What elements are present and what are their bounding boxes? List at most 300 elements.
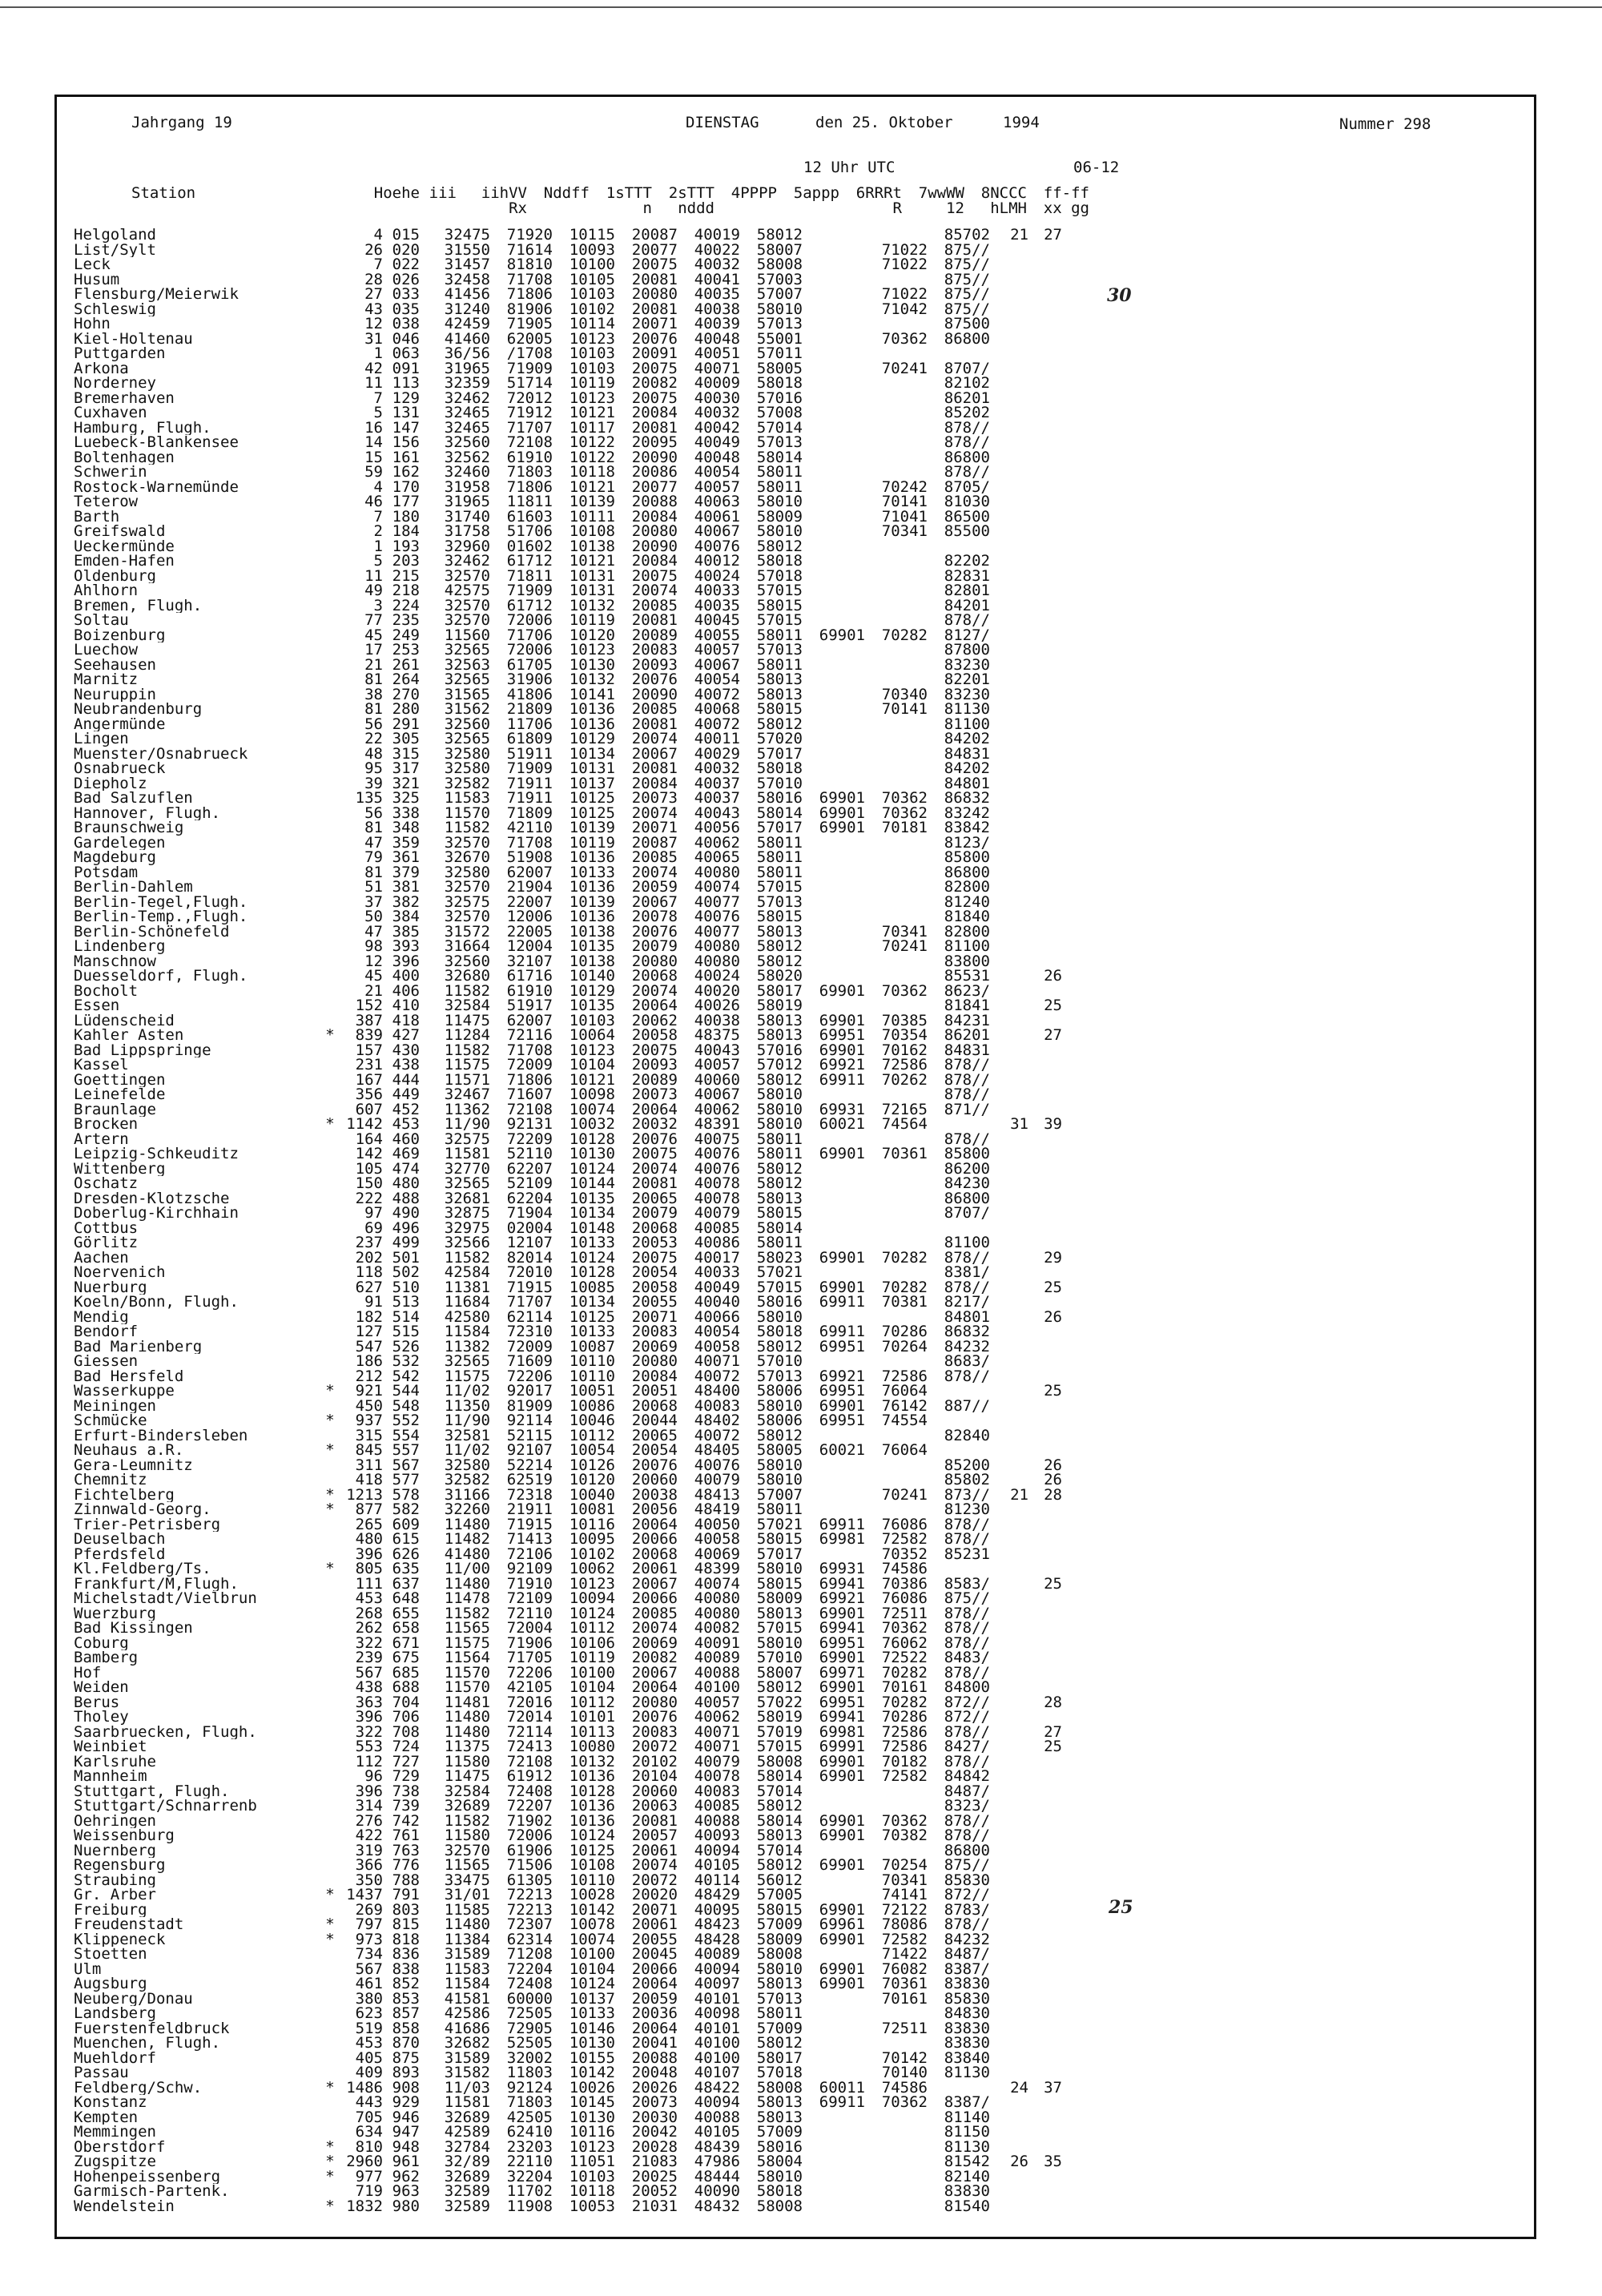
group-nddff: 72006 [506, 613, 553, 628]
group-8nccc: 85500 [944, 524, 990, 539]
wind-gg [1028, 391, 1062, 406]
station-name: Schwerin [74, 465, 147, 480]
group-8nccc: 878// [944, 1517, 990, 1532]
group-7wwww [865, 2154, 928, 2169]
group-nddff: 51714 [506, 376, 553, 391]
group-5appp: 58018 [756, 2184, 803, 2199]
high-altitude-marker [316, 257, 344, 272]
group-6rrrt [803, 554, 865, 569]
group-8nccc: 85800 [944, 850, 990, 865]
group-5appp: 58006 [756, 1384, 803, 1399]
wind-gg [1028, 243, 1062, 258]
group-6rrrt: 69951 [819, 1635, 865, 1650]
wind-xx [990, 2184, 1028, 2199]
group-8nccc: 8323/ [944, 1799, 990, 1814]
group-2sttt: 20081 [631, 761, 678, 776]
station-id: 129 [392, 390, 420, 405]
station-name: Neuhaus a.R. [74, 1443, 184, 1458]
group-2sttt: 20044 [631, 1413, 678, 1428]
wind-gg: 25 [1044, 1279, 1062, 1295]
group-7wwww [865, 376, 928, 391]
group-nddff: /1708 [506, 346, 553, 361]
group-nddff: 72014 [506, 1710, 553, 1725]
table-row [74, 1028, 1062, 1043]
wind-xx [990, 1235, 1028, 1251]
wind-xx [990, 524, 1028, 539]
station-name: Gr. Arber [74, 1887, 156, 1903]
group-7wwww: 70354 [881, 1028, 928, 1043]
height: 567 [355, 1665, 383, 1680]
group-6rrrt: 69901 [819, 1042, 865, 1057]
group-7wwww: 70361 [881, 1146, 928, 1162]
table-row [74, 1621, 1062, 1636]
table-row [74, 1547, 1062, 1562]
group-1sttt: 10136 [569, 880, 615, 895]
group-8nccc [928, 346, 990, 361]
group-8nccc: 8707/ [944, 1206, 990, 1221]
wind-xx [990, 850, 1028, 865]
table-row [74, 1962, 1062, 1977]
group-2sttt: 20080 [631, 1354, 678, 1369]
group-5appp: 55001 [756, 331, 803, 346]
group-4pppp: 40089 [694, 1650, 740, 1666]
group-4pppp: 48400 [694, 1384, 740, 1399]
wind-gg: 29 [1044, 1250, 1062, 1265]
height: 519 [355, 2020, 383, 2036]
group-4pppp: 40074 [694, 880, 740, 895]
station-name: Aachen [74, 1250, 129, 1265]
wind-xx [990, 1384, 1028, 1399]
group-1sttt: 10121 [569, 1072, 615, 1087]
group-1sttt: 10135 [569, 1190, 615, 1206]
high-altitude-marker: * [325, 2080, 335, 2095]
group-nddff: 72207 [506, 1799, 553, 1814]
table-row [74, 658, 1062, 673]
group-8nccc: 86800 [944, 1190, 990, 1206]
high-altitude-marker [316, 465, 344, 480]
group-7wwww [865, 2006, 928, 2021]
high-altitude-marker [316, 1903, 344, 1918]
group-7wwww: 70141 [881, 702, 928, 717]
group-4pppp: 40035 [694, 598, 740, 613]
group-iihvv: 11570 [444, 1680, 490, 1695]
height: 418 [355, 1472, 383, 1488]
wind-gg [1028, 2199, 1062, 2214]
wind-gg [1028, 2095, 1062, 2110]
group-7wwww [865, 731, 928, 747]
group-nddff: 52110 [506, 1146, 553, 1162]
table-row [74, 2125, 1062, 2140]
group-iihvv: 11/00 [444, 1561, 490, 1577]
group-iihvv: 32462 [444, 554, 490, 569]
group-5appp: 57010 [756, 1354, 803, 1369]
group-4pppp: 40032 [694, 257, 740, 272]
group-4pppp: 40071 [694, 1724, 740, 1739]
wind-xx [990, 510, 1028, 525]
group-iihvv: 41460 [444, 331, 490, 346]
height: 269 [355, 1902, 383, 1917]
wind-xx [990, 2140, 1028, 2155]
group-1sttt: 10116 [569, 1517, 615, 1532]
station-table [74, 228, 1062, 2213]
group-4pppp: 40011 [694, 731, 740, 747]
group-iihvv: 11565 [444, 1621, 490, 1636]
group-iihvv: 32584 [444, 998, 490, 1013]
station-name: Arkona [74, 361, 129, 376]
group-7wwww: 70362 [881, 791, 928, 806]
group-1sttt: 10104 [569, 1057, 615, 1073]
group-2sttt: 20028 [631, 2139, 678, 2154]
station-id: 929 [392, 2095, 420, 2110]
wind-xx [990, 1992, 1028, 2007]
group-6rrrt: 69951 [819, 1694, 865, 1710]
group-4pppp: 40067 [694, 657, 740, 672]
group-nddff: 60000 [506, 1991, 553, 2006]
height: 797 [355, 1917, 383, 1932]
group-5appp: 57020 [756, 731, 803, 747]
group-1sttt: 10104 [569, 1680, 615, 1695]
group-iihvv: 32589 [444, 2198, 490, 2213]
high-altitude-marker [316, 776, 344, 792]
group-iihvv: 32465 [444, 405, 490, 421]
group-6rrrt [803, 1458, 865, 1473]
group-5appp: 58015 [756, 1206, 803, 1221]
wind-xx [990, 628, 1028, 643]
group-4pppp: 40100 [694, 2050, 740, 2065]
station-name: Berlin-Schönefeld [74, 924, 230, 939]
group-2sttt: 20059 [631, 880, 678, 895]
wind-gg [1028, 2036, 1062, 2051]
group-nddff: 11811 [506, 494, 553, 510]
group-iihvv: 32770 [444, 1161, 490, 1176]
height: 839 [355, 1028, 383, 1043]
group-iihvv: 11381 [444, 1279, 490, 1295]
group-nddff: 62114 [506, 1309, 553, 1324]
station-name: List/Sylt [74, 242, 156, 257]
station-id: 427 [392, 1028, 420, 1043]
station-name: Luechow [74, 642, 139, 658]
wind-xx [990, 405, 1028, 421]
group-1sttt: 10113 [569, 1724, 615, 1739]
group-5appp: 58019 [756, 1710, 803, 1725]
group-1sttt: 10100 [569, 1947, 615, 1962]
table-row [74, 1206, 1062, 1221]
table-row [74, 1399, 1062, 1414]
wind-gg [1028, 554, 1062, 569]
group-2sttt: 20075 [631, 568, 678, 583]
station-id: 739 [392, 1799, 420, 1814]
group-6rrrt [803, 287, 865, 302]
wind-gg [1028, 2051, 1062, 2066]
group-6rrrt: 69921 [819, 1368, 865, 1384]
group-2sttt: 20093 [631, 1057, 678, 1073]
wind-xx [990, 346, 1028, 361]
wind-xx [990, 1354, 1028, 1369]
group-2sttt: 20066 [631, 1961, 678, 1976]
group-1sttt: 10125 [569, 1843, 615, 1858]
group-nddff: 71705 [506, 1650, 553, 1666]
wind-xx [990, 1903, 1028, 1918]
station-name: Bad Hersfeld [74, 1368, 184, 1384]
height: 322 [355, 1724, 383, 1739]
group-iihvv: 41686 [444, 2020, 490, 2036]
group-6rrrt: 60021 [819, 1117, 865, 1132]
group-1sttt: 10133 [569, 864, 615, 880]
group-iihvv: 41480 [444, 1546, 490, 1561]
group-iihvv: 31240 [444, 301, 490, 316]
group-8nccc: 82800 [944, 880, 990, 895]
group-6rrrt [803, 939, 865, 954]
wind-gg [1028, 1828, 1062, 1843]
station-id: 803 [392, 1902, 420, 1917]
station-id: 776 [392, 1858, 420, 1873]
height: 450 [355, 1398, 383, 1413]
group-6rrrt: 69901 [819, 1279, 865, 1295]
group-6rrrt [803, 880, 865, 895]
group-1sttt: 10136 [569, 1769, 615, 1784]
high-altitude-marker [316, 1636, 344, 1651]
group-8nccc: 82202 [944, 554, 990, 569]
high-altitude-marker [316, 376, 344, 391]
wind-xx: 21 [1010, 1487, 1028, 1502]
group-iihvv: 32565 [444, 731, 490, 747]
group-8nccc: 878// [944, 1072, 990, 1087]
column-header-row2-10: hLMH [990, 199, 1027, 217]
group-2sttt: 21031 [631, 2198, 678, 2213]
station-name: Freudenstadt [74, 1917, 184, 1932]
height: 42 [364, 361, 383, 376]
group-8nccc: 82801 [944, 583, 990, 598]
wind-gg [1028, 1903, 1062, 1918]
group-4pppp: 40075 [694, 1131, 740, 1146]
wind-gg: 27 [1044, 228, 1062, 243]
group-4pppp: 48439 [694, 2139, 740, 2154]
group-nddff: 72009 [506, 1339, 553, 1354]
group-8nccc: 81130 [944, 2065, 990, 2080]
height: 27 [364, 287, 383, 302]
station-id: 430 [392, 1042, 420, 1057]
station-name: Potsdam [74, 864, 139, 880]
group-2sttt: 20038 [631, 1487, 678, 1502]
group-8nccc: 878// [944, 1605, 990, 1621]
wind-xx [990, 1799, 1028, 1814]
group-8nccc: 878// [944, 1813, 990, 1828]
wind-gg [1028, 850, 1062, 865]
group-iihvv: 32475 [444, 228, 490, 243]
group-4pppp: 48422 [694, 2080, 740, 2095]
group-nddff: 72114 [506, 1724, 553, 1739]
wind-xx [990, 1472, 1028, 1488]
group-2sttt: 20068 [631, 1398, 678, 1413]
group-iihvv: 11384 [444, 1931, 490, 1947]
table-row [74, 1458, 1062, 1473]
table-row [74, 510, 1062, 525]
station-id: 532 [392, 1354, 420, 1369]
group-7wwww: 71041 [881, 509, 928, 524]
group-7wwww [865, 272, 928, 288]
group-7wwww: 70241 [881, 361, 928, 376]
high-altitude-marker [316, 658, 344, 673]
group-iihvv: 32566 [444, 1235, 490, 1251]
group-4pppp: 48423 [694, 1917, 740, 1932]
group-5appp: 58010 [756, 1635, 803, 1650]
group-1sttt: 10062 [569, 1561, 615, 1577]
height: 356 [355, 1087, 383, 1102]
wind-gg [1028, 405, 1062, 421]
wind-xx [990, 1873, 1028, 1888]
height: 461 [355, 1976, 383, 1992]
wind-xx [990, 1295, 1028, 1310]
group-5appp: 58007 [756, 242, 803, 257]
group-5appp: 57009 [756, 2125, 803, 2140]
group-4pppp: 40061 [694, 509, 740, 524]
station-name: Stoetten [74, 1947, 147, 1962]
table-row [74, 1043, 1062, 1058]
wind-gg [1028, 776, 1062, 792]
group-6rrrt [803, 2051, 865, 2066]
station-name: Nuernberg [74, 1843, 156, 1858]
group-4pppp: 40048 [694, 331, 740, 346]
wind-gg [1028, 1814, 1062, 1829]
group-7wwww: 70161 [881, 1680, 928, 1695]
height: 1 [373, 346, 383, 361]
high-altitude-marker [316, 1873, 344, 1888]
group-7wwww: 70282 [881, 1694, 928, 1710]
wind-xx [990, 257, 1028, 272]
group-iihvv: 32575 [444, 1131, 490, 1146]
table-row [74, 2184, 1062, 2199]
wind-gg [1028, 1947, 1062, 1962]
group-6rrrt [803, 1087, 865, 1102]
high-altitude-marker [316, 302, 344, 317]
group-2sttt: 20071 [631, 820, 678, 836]
group-6rrrt: 69931 [819, 1561, 865, 1577]
group-2sttt: 20076 [631, 331, 678, 346]
wind-gg [1028, 361, 1062, 377]
group-nddff: 52214 [506, 1457, 553, 1472]
group-7wwww: 76062 [881, 1635, 928, 1650]
group-iihvv: 11350 [444, 1398, 490, 1413]
group-iihvv: 11475 [444, 1769, 490, 1784]
wind-xx [990, 969, 1028, 984]
group-2sttt: 20065 [631, 1428, 678, 1443]
group-iihvv: 32458 [444, 272, 490, 287]
group-6rrrt: 69951 [819, 1028, 865, 1043]
group-4pppp: 40009 [694, 376, 740, 391]
height: 118 [355, 1265, 383, 1280]
group-5appp: 57013 [756, 894, 803, 909]
group-6rrrt [803, 613, 865, 628]
group-5appp: 57015 [756, 1621, 803, 1636]
group-6rrrt: 69901 [819, 1250, 865, 1265]
group-8nccc [928, 539, 990, 554]
height: 937 [355, 1413, 383, 1428]
wind-gg [1028, 1176, 1062, 1191]
group-2sttt: 20084 [631, 775, 678, 791]
group-1sttt: 10085 [569, 1279, 615, 1295]
group-nddff: 72004 [506, 1621, 553, 1636]
wind-gg [1028, 1221, 1062, 1236]
group-1sttt: 10128 [569, 1131, 615, 1146]
station-name: Berlin-Dahlem [74, 880, 193, 895]
table-row [74, 569, 1062, 584]
table-row [74, 1887, 1062, 1903]
group-4pppp: 40107 [694, 2065, 740, 2080]
group-7wwww: 70282 [881, 1665, 928, 1680]
station-name: Kiel-Holtenau [74, 331, 193, 346]
wind-gg: 26 [1044, 1472, 1062, 1488]
group-iihvv: 32689 [444, 1799, 490, 1814]
high-altitude-marker [316, 1399, 344, 1414]
high-altitude-marker [316, 346, 344, 361]
station-id: 567 [392, 1457, 420, 1472]
group-1sttt: 10103 [569, 2169, 615, 2184]
high-altitude-marker [316, 1784, 344, 1799]
group-nddff: 71806 [506, 287, 553, 302]
group-4pppp: 40094 [694, 1843, 740, 1858]
group-7wwww [865, 405, 928, 421]
group-5appp: 58010 [756, 1457, 803, 1472]
station-id: 577 [392, 1472, 420, 1488]
station-id: 382 [392, 894, 420, 909]
group-1sttt: 10110 [569, 1354, 615, 1369]
group-6rrrt [803, 583, 865, 598]
group-4pppp: 40098 [694, 2006, 740, 2021]
group-iihvv: 11582 [444, 1605, 490, 1621]
group-iihvv: 32575 [444, 894, 490, 909]
station-name: Dresden-Klotzsche [74, 1190, 230, 1206]
group-iihvv: 11/02 [444, 1443, 490, 1458]
wind-xx [990, 1265, 1028, 1280]
group-4pppp: 40072 [694, 1368, 740, 1384]
table-row [74, 1976, 1062, 1992]
station-name: Mendig [74, 1309, 129, 1324]
group-6rrrt [803, 2036, 865, 2051]
group-nddff: 71909 [506, 361, 553, 376]
group-8nccc: 83230 [944, 687, 990, 702]
group-6rrrt [803, 1428, 865, 1444]
group-1sttt: 10135 [569, 998, 615, 1013]
station-name: Hohn [74, 316, 111, 332]
group-1sttt: 10137 [569, 1991, 615, 2006]
group-2sttt: 20088 [631, 494, 678, 510]
table-row [74, 1739, 1062, 1754]
group-6rrrt [803, 1235, 865, 1251]
wind-gg [1028, 1873, 1062, 1888]
group-2sttt: 20068 [631, 969, 678, 984]
group-iihvv: 11/90 [444, 1117, 490, 1132]
group-6rrrt [803, 2110, 865, 2125]
group-nddff: 72408 [506, 1976, 553, 1992]
group-1sttt: 10119 [569, 376, 615, 391]
group-1sttt: 10110 [569, 1872, 615, 1887]
group-5appp: 57013 [756, 435, 803, 450]
high-altitude-marker [316, 924, 344, 940]
station-id: 488 [392, 1190, 420, 1206]
wind-xx [990, 1591, 1028, 1606]
group-1sttt: 10093 [569, 242, 615, 257]
group-iihvv: 32260 [444, 1502, 490, 1517]
group-6rrrt [803, 316, 865, 332]
table-row [74, 1413, 1062, 1428]
group-7wwww: 70264 [881, 1339, 928, 1354]
height: 5 [373, 405, 383, 421]
group-1sttt: 10125 [569, 791, 615, 806]
wind-xx [990, 1073, 1028, 1088]
group-nddff: 61912 [506, 1769, 553, 1784]
group-2sttt: 20075 [631, 361, 678, 376]
group-2sttt: 20061 [631, 1843, 678, 1858]
